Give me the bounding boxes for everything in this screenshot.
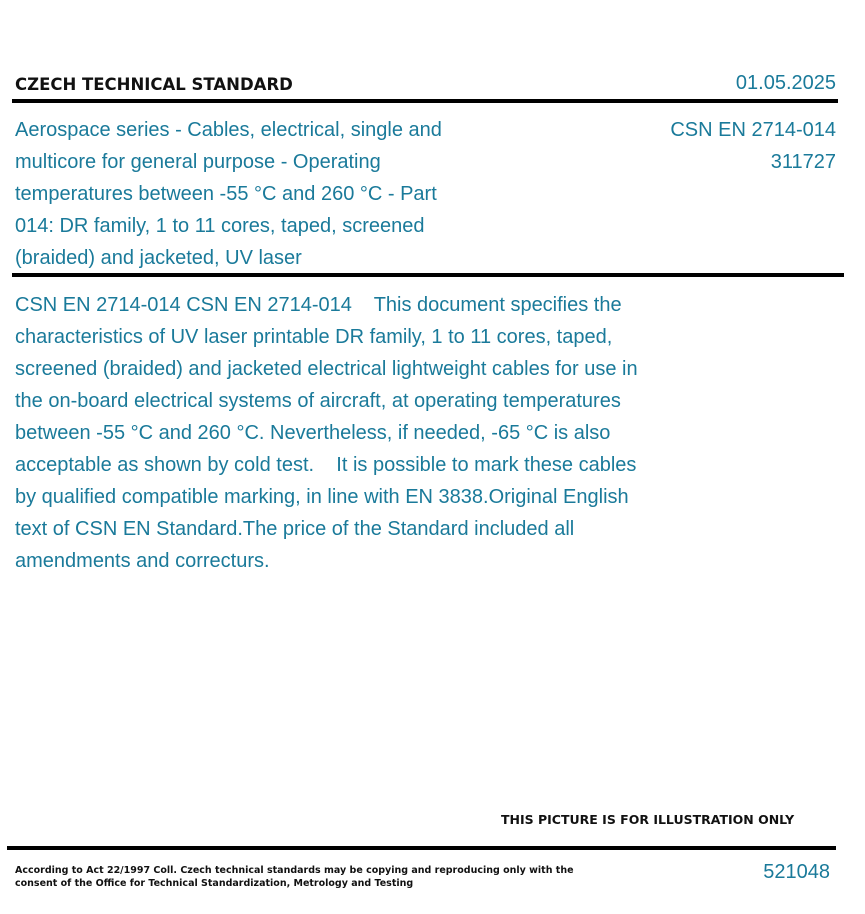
- footer-divider: [7, 846, 836, 850]
- document-description: CSN EN 2714-014 CSN EN 2714-014 This document specifies the characteristics of UV laser printable DR family, 1 to 11 cores, taped, screened (braided) and jacketed electrical lightweight cables for use in the on-board electrical systems of aircraft, at operating temperatures between -55 °C and 260 °C. Nevertheless, if needed, -65 °C is also acceptable as shown by cold test. It is possible to mark these cables by qualified compatible marking, in line with EN 3838.Original English text of CSN EN Standard.The price of the Standard included all amendments and correcturs.: [15, 294, 644, 572]
- title-divider: [12, 273, 844, 277]
- standard-type-label: CZECH TECHNICAL STANDARD: [15, 75, 293, 94]
- catalog-id: 521048: [763, 861, 830, 883]
- legal-note: According to Act 22/1997 Coll. Czech technical standards may be copying and reproducing only with the consent of the Office for Technical Standardization, Metrology and Testing: [15, 865, 574, 889]
- document-title: Aerospace series - Cables, electrical, single and multicore for general purpose - Operating temperatures between -55 °C and 260 °C - Part 014: DR family, 1 to 11 cores, taped, screened (braided) and jacketed, UV laser: [15, 119, 442, 269]
- document-number: 311727: [770, 151, 836, 173]
- publication-date: 01.05.2025: [735, 72, 836, 94]
- document-code-block: [670, 114, 836, 178]
- document-code: CSN EN 2714-014: [670, 119, 836, 141]
- illustration-note: THIS PICTURE IS FOR ILLUSTRATION ONLY: [501, 812, 795, 827]
- header-divider: [12, 99, 838, 103]
